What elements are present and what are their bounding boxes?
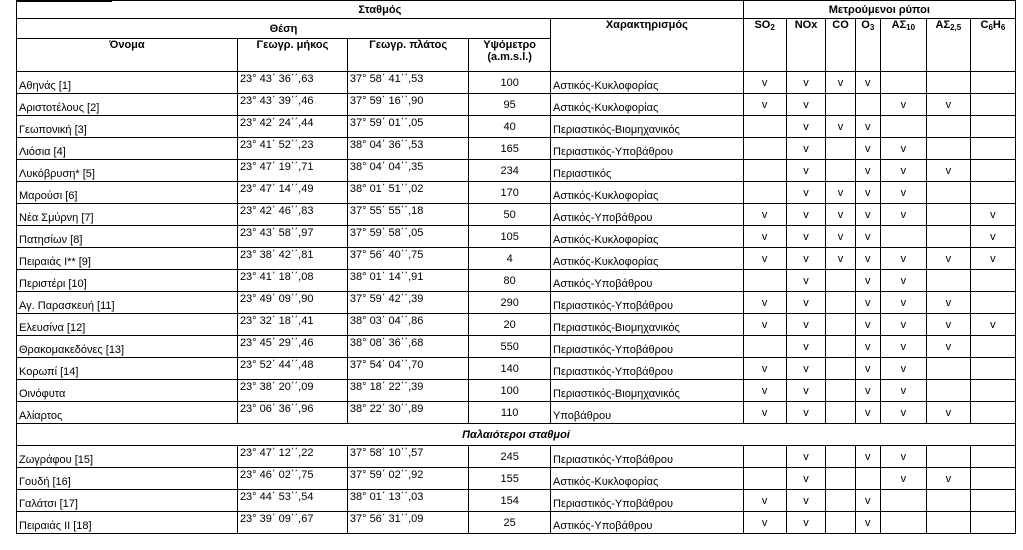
nox-mark: v xyxy=(786,204,826,226)
pm25-mark xyxy=(926,72,970,94)
station-name: Λυκόβρυση* [5] xyxy=(17,160,238,182)
table-row xyxy=(17,160,1016,182)
longitude: 23° 38΄ 20΄΄,09 xyxy=(237,380,347,402)
o3-mark: v xyxy=(855,512,880,534)
o3-mark: v xyxy=(855,226,880,248)
table-row xyxy=(17,490,1016,512)
co-mark xyxy=(826,468,855,490)
longitude: 23° 41΄ 52΄΄,23 xyxy=(237,138,347,160)
co-mark xyxy=(826,270,855,292)
station-name: Πατησίων [8] xyxy=(17,226,238,248)
altitude: 165 xyxy=(469,138,551,160)
characterization: Αστικός-Κυκλοφορίας xyxy=(551,72,744,94)
characterization: Αστικός-Κυκλοφορίας xyxy=(551,248,744,270)
o3-mark xyxy=(855,468,880,490)
pm10-mark: v xyxy=(880,248,926,270)
current-stations xyxy=(17,72,1016,424)
c6h6-mark xyxy=(970,292,1015,314)
station-name: Γαλάτσι [17] xyxy=(17,490,238,512)
so2-mark: v xyxy=(743,314,786,336)
c6h6-mark xyxy=(970,138,1015,160)
table-row xyxy=(17,314,1016,336)
so2-mark xyxy=(743,116,786,138)
longitude: 23° 49΄ 09΄΄,90 xyxy=(237,292,347,314)
pm25-mark xyxy=(926,138,970,160)
nox-mark: v xyxy=(786,336,826,358)
c6h6-mark xyxy=(970,358,1015,380)
pm25-mark: v xyxy=(926,336,970,358)
station-name: Νέα Σμύρνη [7] xyxy=(17,204,238,226)
table-row xyxy=(17,336,1016,358)
pm10-header: $A\Sigma_{10}$ xyxy=(880,19,926,72)
longitude: 23° 46΄ 02΄΄,75 xyxy=(237,468,347,490)
table-row xyxy=(17,248,1016,270)
altitude-header: Υψόμετρο (a.m.s.l.) xyxy=(469,39,551,72)
pm10-mark: v xyxy=(880,94,926,116)
station-name: Αγ. Παρασκευή [11] xyxy=(17,292,238,314)
characterization: Περιαστικός-Υποβάθρου xyxy=(551,292,744,314)
nox-mark: v xyxy=(786,226,826,248)
name-header: Όνομα xyxy=(17,39,238,72)
latitude-header: Γεωγρ. πλάτος xyxy=(347,39,468,72)
table-row xyxy=(17,138,1016,160)
longitude: 23° 42΄ 46΄΄,83 xyxy=(237,204,347,226)
c6h6-mark: v xyxy=(970,226,1015,248)
o3-mark: v xyxy=(855,292,880,314)
characterization: Αστικός-Κυκλοφορίας xyxy=(551,226,744,248)
c6h6-mark: v xyxy=(970,314,1015,336)
so2-header: $SO_2$ xyxy=(743,19,786,72)
c6h6-mark: v xyxy=(970,248,1015,270)
latitude: 37° 59΄ 02΄΄,92 xyxy=(347,468,468,490)
pm10-mark: v xyxy=(880,336,926,358)
characterization: Αστικός-Κυκλοφορίας xyxy=(551,94,744,116)
co-mark xyxy=(826,336,855,358)
c6h6-mark xyxy=(970,402,1015,424)
nox-mark: v xyxy=(786,116,826,138)
co-mark xyxy=(826,314,855,336)
table-row xyxy=(17,204,1016,226)
nox-mark: v xyxy=(786,380,826,402)
table-row xyxy=(17,402,1016,424)
pm25-mark: v xyxy=(926,468,970,490)
table-row xyxy=(17,512,1016,534)
altitude: 155 xyxy=(469,468,551,490)
pm25-mark xyxy=(926,204,970,226)
pm25-mark xyxy=(926,116,970,138)
co-mark: v xyxy=(826,72,855,94)
so2-mark: v xyxy=(743,94,786,116)
table-row xyxy=(17,226,1016,248)
altitude: 50 xyxy=(469,204,551,226)
so2-mark: v xyxy=(743,292,786,314)
so2-mark: v xyxy=(743,72,786,94)
location-header: Θέση xyxy=(17,19,551,39)
nox-mark: v xyxy=(786,292,826,314)
altitude: 95 xyxy=(469,94,551,116)
station-name: Αριστοτέλους [2] xyxy=(17,94,238,116)
table-row xyxy=(17,270,1016,292)
characterization: Περιαστικός-Υποβάθρου xyxy=(551,490,744,512)
so2-mark: v xyxy=(743,204,786,226)
c6h6-mark xyxy=(970,380,1015,402)
so2-mark xyxy=(743,182,786,204)
longitude: 23° 44΄ 53΄΄,54 xyxy=(237,490,347,512)
o3-mark: v xyxy=(855,314,880,336)
altitude: 25 xyxy=(469,512,551,534)
o3-mark: v xyxy=(855,358,880,380)
latitude: 37° 59΄ 58΄΄,05 xyxy=(347,226,468,248)
station-name: Μαρούσι [6] xyxy=(17,182,238,204)
longitude: 23° 47΄ 19΄΄,71 xyxy=(237,160,347,182)
station-name: Θρακομακεδόνες [13] xyxy=(17,336,238,358)
o3-mark: v xyxy=(855,138,880,160)
characterization: Περιαστικός-Βιομηχανικός xyxy=(551,380,744,402)
older-stations-label: Παλαιότεροι σταθμοί xyxy=(17,424,1016,446)
latitude: 37° 59΄ 42΄΄,39 xyxy=(347,292,468,314)
nox-mark: v xyxy=(786,138,826,160)
co-mark xyxy=(826,94,855,116)
so2-mark: v xyxy=(743,490,786,512)
co-mark xyxy=(826,446,855,468)
pm25-mark: v xyxy=(926,292,970,314)
longitude: 23° 43΄ 36΄΄,63 xyxy=(237,72,347,94)
older-stations-divider xyxy=(17,424,1016,446)
latitude: 37° 59΄ 16΄΄,90 xyxy=(347,94,468,116)
so2-mark xyxy=(743,270,786,292)
so2-mark xyxy=(743,336,786,358)
table-row xyxy=(17,94,1016,116)
c6h6-mark xyxy=(970,116,1015,138)
c6h6-mark xyxy=(970,72,1015,94)
pm25-mark: v xyxy=(926,402,970,424)
characterization-header: Χαρακτηρισμός xyxy=(551,19,744,72)
longitude: 23° 47΄ 14΄΄,49 xyxy=(237,182,347,204)
o3-mark: v xyxy=(855,248,880,270)
co-mark: v xyxy=(826,248,855,270)
pm10-mark xyxy=(880,226,926,248)
latitude: 38° 04΄ 04΄΄,35 xyxy=(347,160,468,182)
altitude: 550 xyxy=(469,336,551,358)
o3-mark: v xyxy=(855,380,880,402)
characterization: Υποβάθρου xyxy=(551,402,744,424)
table-row xyxy=(17,468,1016,490)
longitude: 23° 32΄ 18΄΄,41 xyxy=(237,314,347,336)
c6h6-mark xyxy=(970,490,1015,512)
characterization: Αστικός-Υποβάθρου xyxy=(551,204,744,226)
o3-mark: v xyxy=(855,490,880,512)
pm10-mark: v xyxy=(880,314,926,336)
c6h6-mark xyxy=(970,512,1015,534)
nox-mark: v xyxy=(786,72,826,94)
characterization: Αστικός-Υποβάθρου xyxy=(551,512,744,534)
pm25-header: $A\Sigma_{2,5}$ xyxy=(926,19,970,72)
co-mark xyxy=(826,138,855,160)
pm10-mark: v xyxy=(880,446,926,468)
pm10-mark: v xyxy=(880,182,926,204)
latitude: 38° 18΄ 22΄΄,39 xyxy=(347,380,468,402)
latitude: 37° 54΄ 04΄΄,70 xyxy=(347,358,468,380)
pm25-mark: v xyxy=(926,314,970,336)
nox-mark: v xyxy=(786,358,826,380)
station-name: Αλίαρτος xyxy=(17,402,238,424)
o3-mark: v xyxy=(855,160,880,182)
longitude: 23° 41΄ 18΄΄,08 xyxy=(237,270,347,292)
c6h6-mark xyxy=(970,94,1015,116)
so2-mark xyxy=(743,160,786,182)
table-row xyxy=(17,292,1016,314)
so2-mark: v xyxy=(743,358,786,380)
longitude: 23° 38΄ 42΄΄,81 xyxy=(237,248,347,270)
nox-mark: v xyxy=(786,182,826,204)
pm10-mark: v xyxy=(880,358,926,380)
nox-mark: v xyxy=(786,446,826,468)
nox-mark: v xyxy=(786,248,826,270)
characterization: Περιαστικός-Βιομηχανικός xyxy=(551,116,744,138)
station-header: Σταθμός xyxy=(17,1,744,19)
characterization: Αστικός-Υποβάθρου xyxy=(551,270,744,292)
altitude: 105 xyxy=(469,226,551,248)
so2-mark: v xyxy=(743,248,786,270)
longitude: 23° 06΄ 36΄΄,96 xyxy=(237,402,347,424)
altitude: 290 xyxy=(469,292,551,314)
o3-mark: v xyxy=(855,446,880,468)
pm10-mark: v xyxy=(880,138,926,160)
older-stations xyxy=(17,446,1016,534)
station-name: Κορωπί [14] xyxy=(17,358,238,380)
longitude: 23° 39΄ 09΄΄,67 xyxy=(237,512,347,534)
c6h6-mark xyxy=(970,336,1015,358)
co-mark: v xyxy=(826,204,855,226)
longitude-header: Γεωγρ. μήκος xyxy=(237,39,347,72)
characterization: Περιαστικός-Υποβάθρου xyxy=(551,358,744,380)
co-mark xyxy=(826,490,855,512)
table-row xyxy=(17,358,1016,380)
so2-mark: v xyxy=(743,226,786,248)
pm25-mark xyxy=(926,226,970,248)
altitude: 154 xyxy=(469,490,551,512)
longitude: 23° 45΄ 29΄΄,46 xyxy=(237,336,347,358)
altitude: 80 xyxy=(469,270,551,292)
table-row xyxy=(17,380,1016,402)
c6h6-mark xyxy=(970,270,1015,292)
so2-mark: v xyxy=(743,512,786,534)
pm10-mark: v xyxy=(880,292,926,314)
station-name: Ζωγράφου [15] xyxy=(17,446,238,468)
station-name: Περιστέρι [10] xyxy=(17,270,238,292)
longitude: 23° 42΄ 24΄΄,44 xyxy=(237,116,347,138)
pm25-mark: v xyxy=(926,248,970,270)
latitude: 37° 58΄ 41΄΄,53 xyxy=(347,72,468,94)
pm25-mark xyxy=(926,380,970,402)
o3-mark: v xyxy=(855,204,880,226)
co-header: CO xyxy=(826,19,855,72)
station-name: Πειραιάς Ι** [9] xyxy=(17,248,238,270)
pm25-mark xyxy=(926,446,970,468)
c6h6-mark xyxy=(970,182,1015,204)
so2-mark xyxy=(743,138,786,160)
co-mark xyxy=(826,292,855,314)
c6h6-mark xyxy=(970,160,1015,182)
o3-mark: v xyxy=(855,402,880,424)
nox-mark: v xyxy=(786,490,826,512)
table-row xyxy=(17,72,1016,94)
station-name: Ελευσίνα [12] xyxy=(17,314,238,336)
pm10-mark: v xyxy=(880,204,926,226)
nox-mark: v xyxy=(786,402,826,424)
o3-mark: v xyxy=(855,336,880,358)
station-name: Γουδή [16] xyxy=(17,468,238,490)
latitude: 37° 56΄ 31΄΄,09 xyxy=(347,512,468,534)
characterization: Αστικός-Κυκλοφορίας xyxy=(551,468,744,490)
pollutants-header: Μετρούμενοι ρύποι xyxy=(743,1,1015,19)
altitude: 40 xyxy=(469,116,551,138)
pm10-mark xyxy=(880,116,926,138)
co-mark: v xyxy=(826,226,855,248)
o3-mark: v xyxy=(855,270,880,292)
latitude: 37° 56΄ 40΄΄,75 xyxy=(347,248,468,270)
altitude: 100 xyxy=(469,380,551,402)
characterization: Περιαστικός-Υποβάθρου xyxy=(551,138,744,160)
longitude: 23° 43΄ 58΄΄,97 xyxy=(237,226,347,248)
pm25-mark xyxy=(926,270,970,292)
nox-header: NOx xyxy=(786,19,826,72)
station-name: Λιόσια [4] xyxy=(17,138,238,160)
altitude: 4 xyxy=(469,248,551,270)
c6h6-mark xyxy=(970,468,1015,490)
c6h6-mark: v xyxy=(970,204,1015,226)
pm10-mark xyxy=(880,512,926,534)
station-name: Οινόφυτα xyxy=(17,380,238,402)
altitude: 100 xyxy=(469,72,551,94)
pm10-mark: v xyxy=(880,270,926,292)
latitude: 38° 04΄ 36΄΄,53 xyxy=(347,138,468,160)
characterization: Αστικός-Κυκλοφορίας xyxy=(551,182,744,204)
table-row xyxy=(17,182,1016,204)
nox-mark: v xyxy=(786,160,826,182)
pm25-mark: v xyxy=(926,160,970,182)
co-mark xyxy=(826,380,855,402)
pm10-mark: v xyxy=(880,160,926,182)
pm25-mark xyxy=(926,490,970,512)
latitude: 38° 08΄ 36΄΄,68 xyxy=(347,336,468,358)
longitude: 23° 52΄ 44΄΄,48 xyxy=(237,358,347,380)
nox-mark: v xyxy=(786,94,826,116)
altitude: 140 xyxy=(469,358,551,380)
characterization: Περιαστικός-Υποβάθρου xyxy=(551,446,744,468)
characterization: Περιαστικός-Βιομηχανικός xyxy=(551,314,744,336)
so2-mark: v xyxy=(743,402,786,424)
latitude: 38° 03΄ 04΄΄,86 xyxy=(347,314,468,336)
so2-mark xyxy=(743,468,786,490)
latitude: 37° 55΄ 55΄΄,18 xyxy=(347,204,468,226)
o3-mark: v xyxy=(855,72,880,94)
latitude: 37° 59΄ 01΄΄,05 xyxy=(347,116,468,138)
station-name: Πειραιάς ΙΙ [18] xyxy=(17,512,238,534)
altitude: 170 xyxy=(469,182,551,204)
pm10-mark: v xyxy=(880,468,926,490)
station-name: Αθηνάς [1] xyxy=(17,72,238,94)
characterization: Περιαστικός-Υποβάθρου xyxy=(551,336,744,358)
latitude: 38° 01΄ 13΄΄,03 xyxy=(347,490,468,512)
table-row xyxy=(17,116,1016,138)
station-name: Γεωπονική [3] xyxy=(17,116,238,138)
stations-table xyxy=(16,0,1016,534)
longitude: 23° 47΄ 12΄΄,22 xyxy=(237,446,347,468)
c6h6-mark xyxy=(970,446,1015,468)
nox-mark: v xyxy=(786,270,826,292)
altitude: 234 xyxy=(469,160,551,182)
o3-mark: v xyxy=(855,116,880,138)
altitude: 110 xyxy=(469,402,551,424)
latitude: 38° 22΄ 30΄΄,89 xyxy=(347,402,468,424)
so2-mark: v xyxy=(743,380,786,402)
pm10-mark xyxy=(880,72,926,94)
pm25-mark xyxy=(926,358,970,380)
co-mark xyxy=(826,512,855,534)
latitude: 37° 58΄ 10΄΄,57 xyxy=(347,446,468,468)
o3-mark xyxy=(855,94,880,116)
co-mark: v xyxy=(826,182,855,204)
latitude: 38° 01΄ 14΄΄,91 xyxy=(347,270,468,292)
co-mark xyxy=(826,358,855,380)
characterization: Περιαστικός xyxy=(551,160,744,182)
pm10-mark: v xyxy=(880,380,926,402)
nox-mark: v xyxy=(786,468,826,490)
nox-mark: v xyxy=(786,314,826,336)
pm25-mark xyxy=(926,182,970,204)
o3-mark: v xyxy=(855,182,880,204)
altitude: 20 xyxy=(469,314,551,336)
pm25-mark: v xyxy=(926,94,970,116)
pm10-mark: v xyxy=(880,402,926,424)
altitude: 245 xyxy=(469,446,551,468)
table-row xyxy=(17,446,1016,468)
so2-mark xyxy=(743,446,786,468)
pm25-mark xyxy=(926,512,970,534)
pm10-mark xyxy=(880,490,926,512)
latitude: 38° 01΄ 51΄΄,02 xyxy=(347,182,468,204)
o3-header: $O_3$ xyxy=(855,19,880,72)
nox-mark: v xyxy=(786,512,826,534)
c6h6-header: $C_6H_6$ xyxy=(970,19,1015,72)
longitude: 23° 43΄ 39΄΄,46 xyxy=(237,94,347,116)
co-mark: v xyxy=(826,116,855,138)
co-mark xyxy=(826,160,855,182)
co-mark xyxy=(826,402,855,424)
